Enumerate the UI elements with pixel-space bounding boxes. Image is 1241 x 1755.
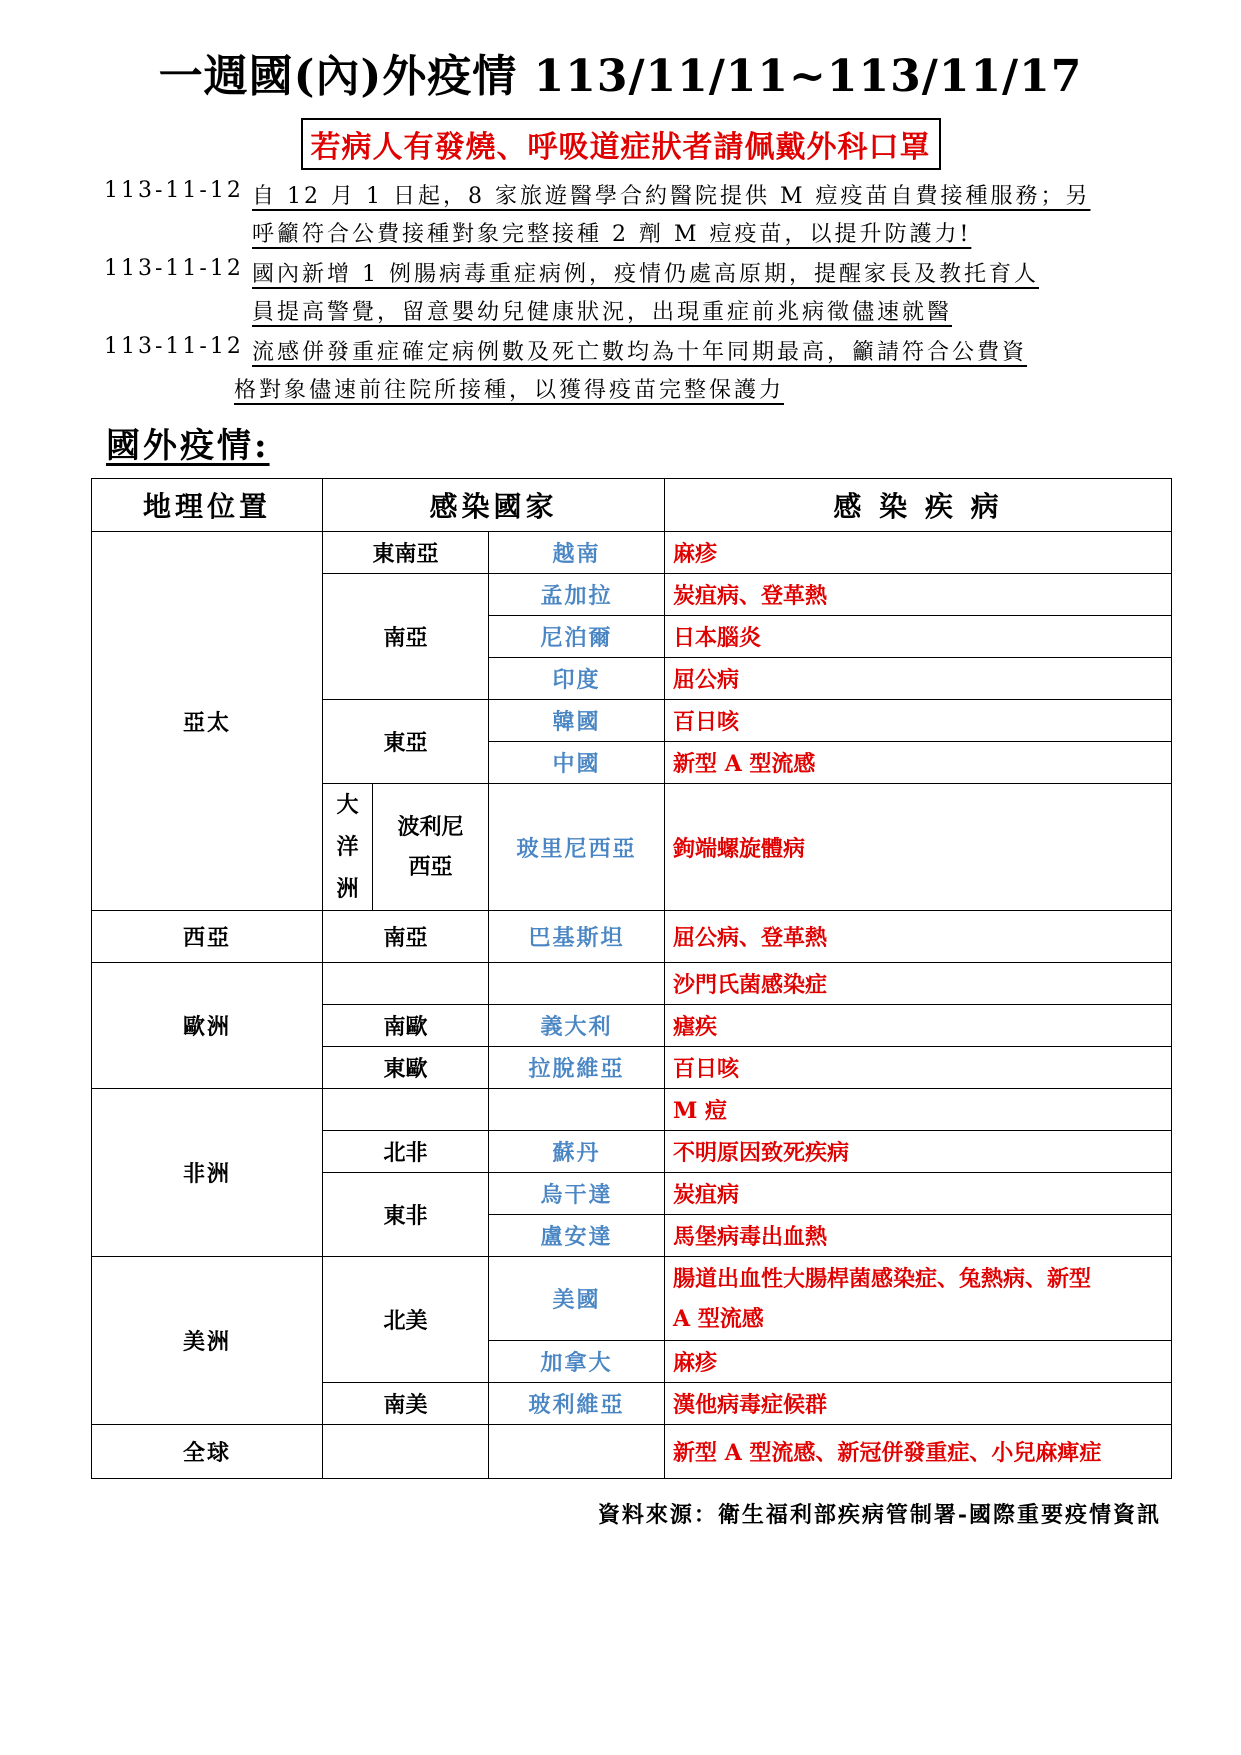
disease: 新型 A 型流感 <box>665 742 1172 784</box>
table-row <box>92 1257 1172 1341</box>
disease: 腸道出血性大腸桿菌感染症、兔熱病、新型 A 型流感 <box>665 1257 1172 1341</box>
geo-europe: 歐洲 <box>92 963 323 1089</box>
disease: 日本腦炎 <box>665 616 1172 658</box>
disease: 炭疽病、登革熱 <box>665 574 1172 616</box>
disease: 屈公病 <box>665 658 1172 700</box>
country: 中國 <box>489 742 665 784</box>
header-geo: 地理位置 <box>92 479 323 532</box>
subregion-polynesia: 波利尼 西亞 <box>373 784 489 911</box>
geo-west-asia: 西亞 <box>92 911 323 963</box>
country: 印度 <box>489 658 665 700</box>
news-text: 國內新增 1 例腸病毒重症病例，疫情仍處高原期，提醒家長及教托育人 <box>252 262 1039 287</box>
page-title: 一週國(內)外疫情 113/11/11~113/11/17 <box>158 51 1083 102</box>
geo-asia-pacific: 亞太 <box>92 532 323 911</box>
country: 美國 <box>489 1257 665 1341</box>
disease: 漢他病毒症候群 <box>665 1383 1172 1425</box>
region-east-africa: 東非 <box>323 1173 489 1257</box>
news-text: 員提高警覺，留意嬰幼兒健康狀況，出現重症前兆病徵儘速就醫 <box>252 300 953 325</box>
international-epidemic-table <box>91 478 1172 1479</box>
disease: 新型 A 型流感、新冠併發重症、小兒麻痺症 <box>665 1425 1172 1479</box>
region-east-asia: 東亞 <box>323 700 489 784</box>
geo-global: 全球 <box>92 1425 323 1479</box>
news-item <box>104 256 1164 332</box>
region: 南亞 <box>323 911 489 963</box>
country: 義大利 <box>489 1005 665 1047</box>
country <box>489 1089 665 1131</box>
header-disease: 感 染 疾 病 <box>665 479 1172 532</box>
region-south-america: 南美 <box>323 1383 489 1425</box>
news-date: 113-11-12 <box>104 334 244 359</box>
table-row <box>92 532 1172 574</box>
region: 南歐 <box>323 1005 489 1047</box>
domestic-news-list <box>104 178 1164 412</box>
disease: 沙門氏菌感染症 <box>665 963 1172 1005</box>
news-text: 格對象儘速前往院所接種，以獲得疫苗完整保護力 <box>234 378 785 403</box>
news-text: 流感併發重症確定病例數及死亡數均為十年同期最高，籲請符合公費資 <box>252 340 1028 365</box>
table-row <box>92 1089 1172 1131</box>
news-text: 自 12 月 1 日起，8 家旅遊醫學合約醫院提供 M 痘疫苗自費接種服務；另 <box>252 184 1091 209</box>
geo-africa: 非洲 <box>92 1089 323 1257</box>
disease: 麻疹 <box>665 1341 1172 1383</box>
warning-text: 若病人有發燒、呼吸道症狀者請佩戴外科口罩 <box>301 118 941 170</box>
region-south-asia: 南亞 <box>323 574 489 700</box>
news-date: 113-11-12 <box>104 256 244 281</box>
region: 東歐 <box>323 1047 489 1089</box>
table-row <box>92 1425 1172 1479</box>
country: 盧安達 <box>489 1215 665 1257</box>
disease: 屈公病、登革熱 <box>665 911 1172 963</box>
country: 巴基斯坦 <box>489 911 665 963</box>
disease: 瘧疾 <box>665 1005 1172 1047</box>
news-item <box>104 334 1164 410</box>
region-oceania: 大 洋 洲 <box>323 784 373 911</box>
disease: 百日咳 <box>665 700 1172 742</box>
region: 北非 <box>323 1131 489 1173</box>
disease: 鉤端螺旋體病 <box>665 784 1172 911</box>
region-southeast-asia: 東南亞 <box>323 532 489 574</box>
region <box>323 1425 489 1479</box>
data-source: 資料來源：衛生福利部疾病管制署-國際重要疫情資訊 <box>597 1502 1161 1528</box>
news-text: 呼籲符合公費接種對象完整接種 2 劑 M 痘疫苗，以提升防護力! <box>252 222 972 247</box>
warning-banner <box>0 118 1241 170</box>
country: 烏干達 <box>489 1173 665 1215</box>
country: 越南 <box>489 532 665 574</box>
table-row <box>92 911 1172 963</box>
country: 玻利維亞 <box>489 1383 665 1425</box>
country: 尼泊爾 <box>489 616 665 658</box>
header-country: 感染國家 <box>323 479 665 532</box>
country: 蘇丹 <box>489 1131 665 1173</box>
disease: 麻疹 <box>665 532 1172 574</box>
country: 加拿大 <box>489 1341 665 1383</box>
disease: 不明原因致死疾病 <box>665 1131 1172 1173</box>
disease: 百日咳 <box>665 1047 1172 1089</box>
region-north-america: 北美 <box>323 1257 489 1383</box>
country: 玻里尼西亞 <box>489 784 665 911</box>
section-title: 國外疫情: <box>106 426 270 466</box>
country <box>489 1425 665 1479</box>
table-row <box>92 963 1172 1005</box>
table-header-row <box>92 479 1172 532</box>
region <box>323 963 489 1005</box>
news-item <box>104 178 1164 254</box>
geo-americas: 美洲 <box>92 1257 323 1425</box>
country: 拉脫維亞 <box>489 1047 665 1089</box>
country: 孟加拉 <box>489 574 665 616</box>
country: 韓國 <box>489 700 665 742</box>
disease: 馬堡病毒出血熱 <box>665 1215 1172 1257</box>
disease: M 痘 <box>665 1089 1172 1131</box>
country <box>489 963 665 1005</box>
disease: 炭疽病 <box>665 1173 1172 1215</box>
news-date: 113-11-12 <box>104 178 244 203</box>
region <box>323 1089 489 1131</box>
